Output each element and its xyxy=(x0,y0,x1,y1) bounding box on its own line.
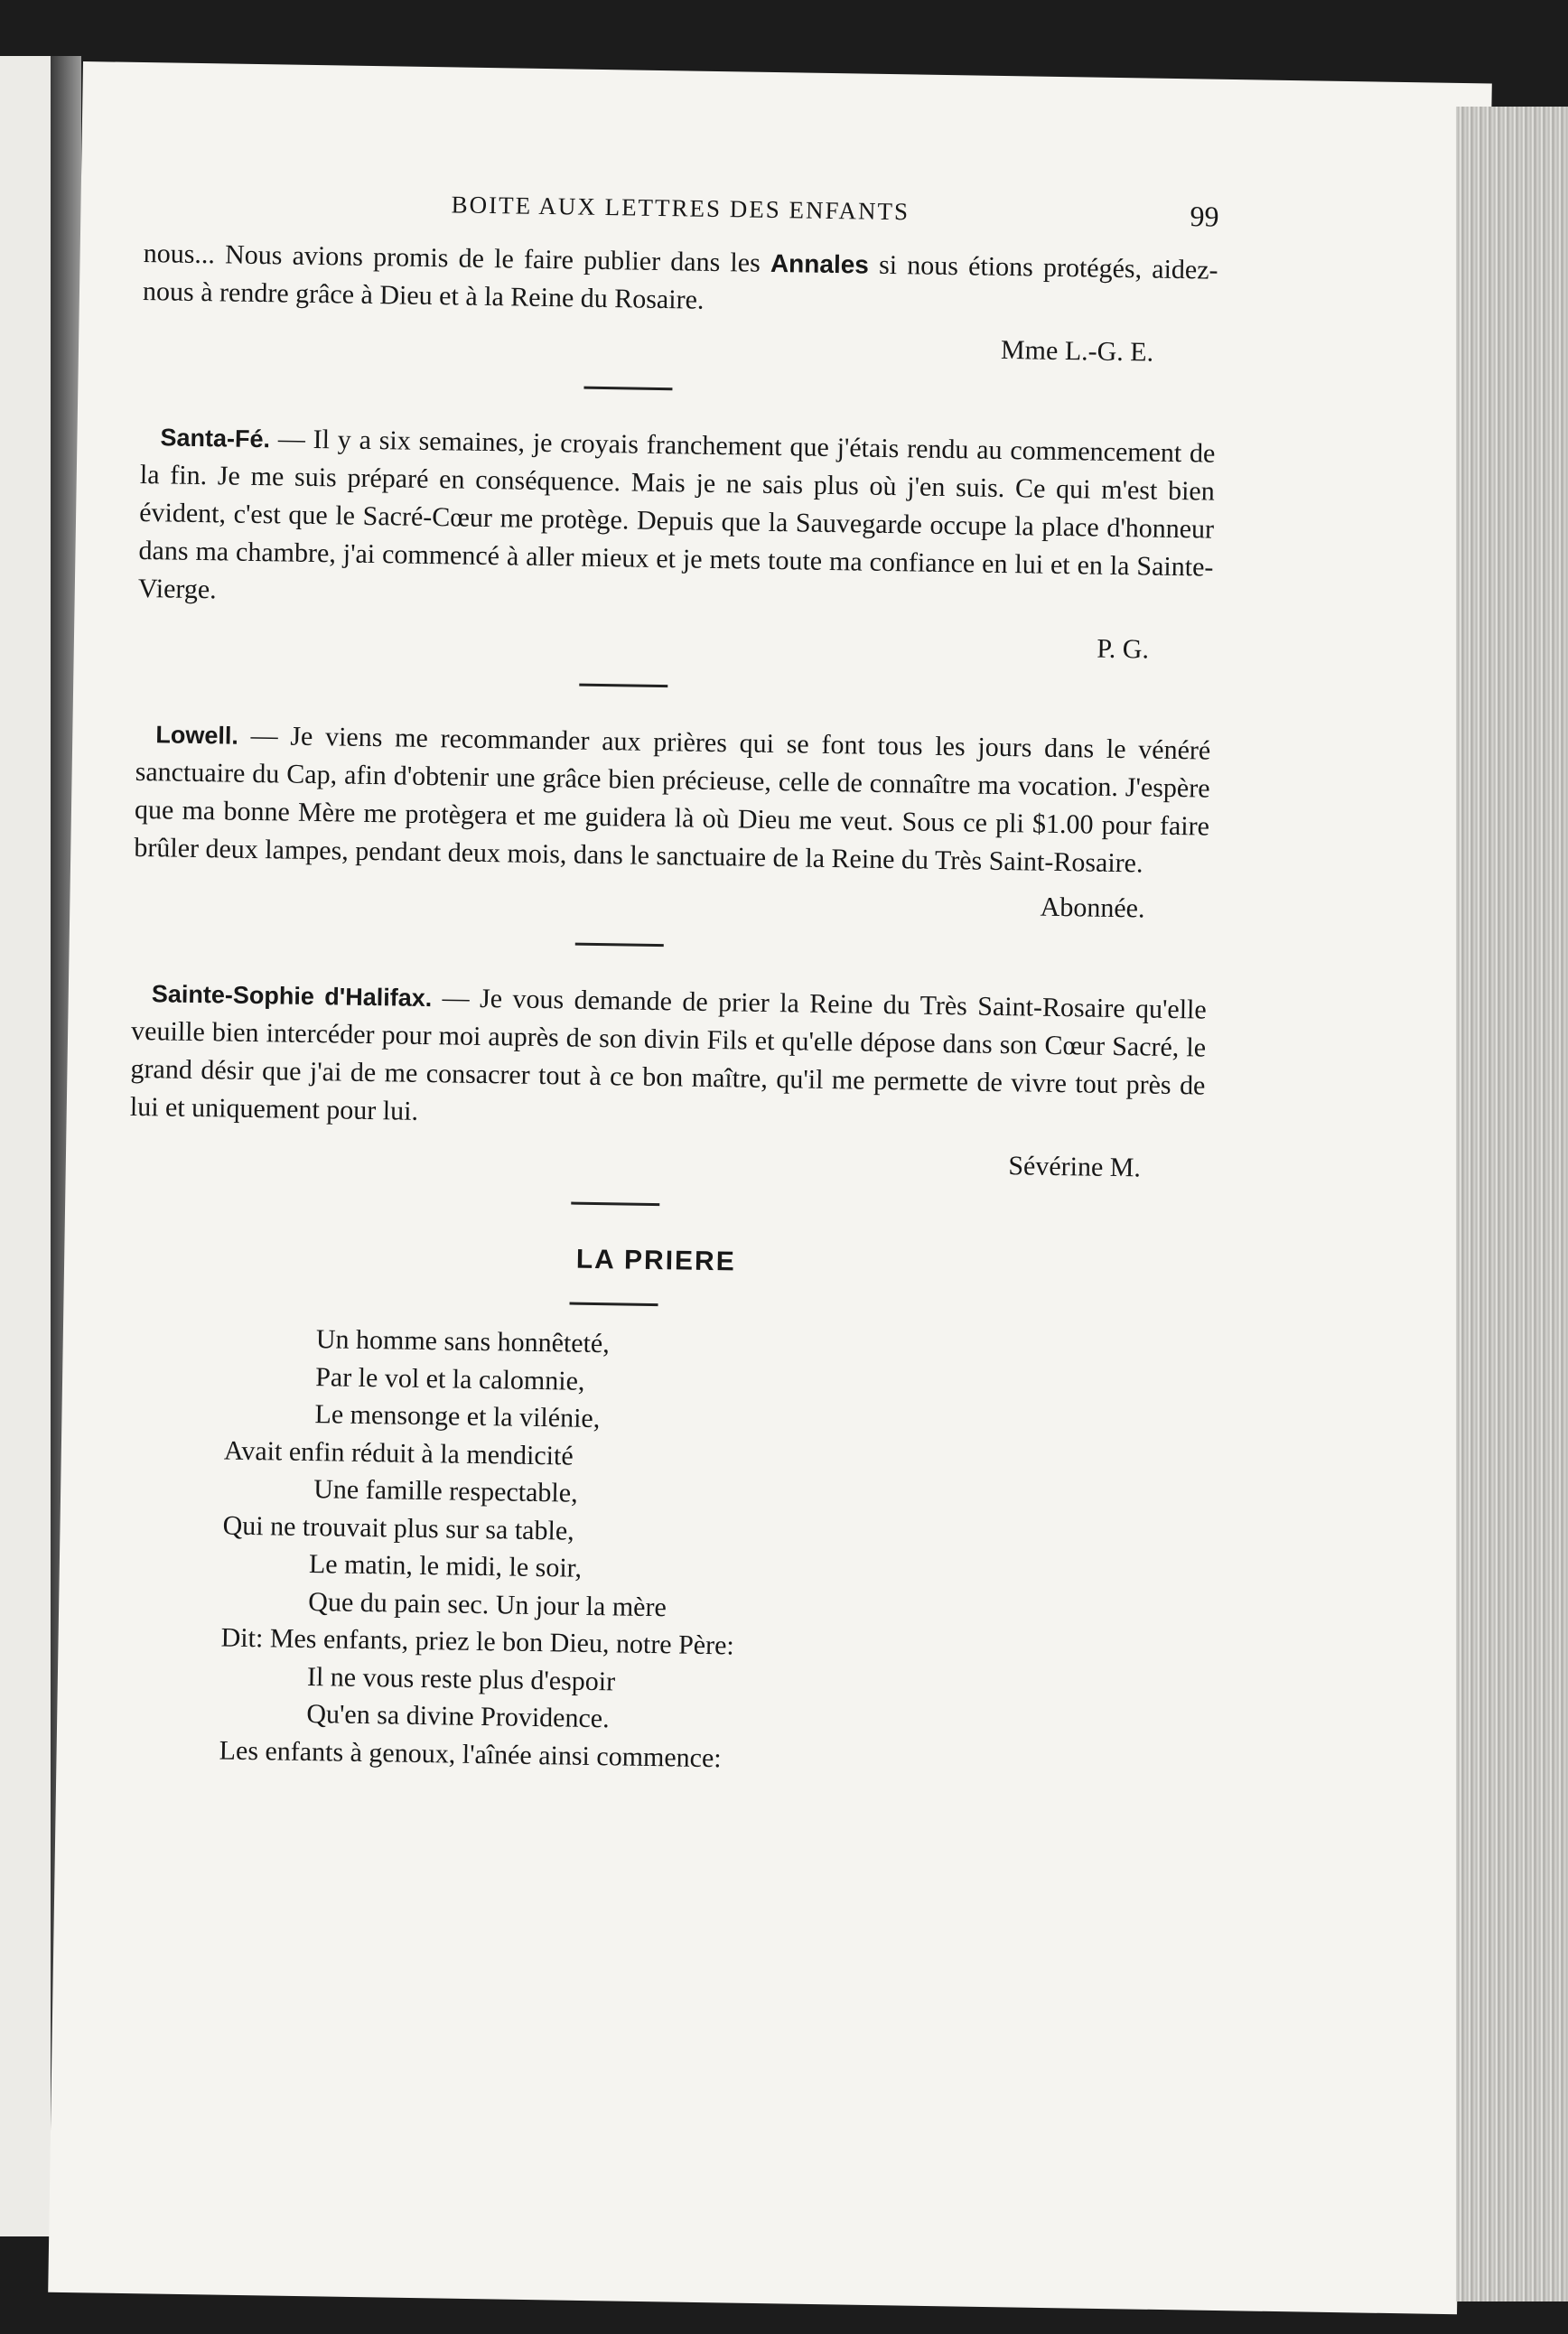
poem-line: Qu'en sa divine Providence. xyxy=(306,1699,610,1734)
letter-body: — Je vous demande de prier la Reine du Très Saint-Rosaire qu'elle veuille bien intercéder pour moi auprès de son divin Fils et qu'elle dépose dans son Cœur Sacré, le grand désir que j'ai de me consacrer tout à ce bon maître, qu'il me permette de vivre tout près de lui et uniquement pour lui. xyxy=(129,983,1207,1126)
page-stack-edges xyxy=(1456,107,1568,2301)
letter-signature: P. G. xyxy=(1097,633,1150,665)
letter-body: — Il y a six semaines, je croyais franchement que j'étais rendu au commencement de la fin. Je me suis préparé en conséquence. Mais je ne sais plus où j'en suis. Ce qui m'est bien évident, c'est que le Sacré-Cœur me protège. Depuis que la Sauvegarde occupe la place d'honneur dans ma chambre, j'ai commencé à aller mieux et je mets toute ma confiance en lui et en la Sainte-Vierge. xyxy=(137,424,1216,605)
poem-line: Dit: Mes enfants, priez le bon Dieu, notre Père: xyxy=(220,1622,735,1661)
page-number: 99 xyxy=(1190,200,1219,233)
poem-line: Le mensonge et la vilénie, xyxy=(314,1399,601,1434)
section-divider xyxy=(579,684,667,688)
letter-text xyxy=(138,418,1216,625)
poem-line: Un homme sans honnêteté, xyxy=(315,1324,611,1359)
poem-line: Par le vol et la calomnie, xyxy=(314,1361,585,1396)
poem-line: Qui ne trouvait plus sur sa table, xyxy=(222,1510,574,1546)
poem-line: Il ne vous reste plus d'espoir xyxy=(306,1661,616,1696)
poem-body xyxy=(219,1320,1201,1785)
poem-line: Les enfants à genoux, l'aînée ainsi commence: xyxy=(219,1735,722,1773)
letter-place: Sainte-Sophie d'Halifax. xyxy=(151,980,433,1013)
letter-text-part: si nous étions protégés, aidez-nous à rendre grâce à Dieu et à la Reine du Rosaire. xyxy=(142,249,1218,315)
letter-signature: Mme L.-G. E. xyxy=(1000,334,1154,368)
running-head: BOITE AUX LETTRES DES ENFANTS xyxy=(451,191,910,226)
letter-signature: Sévérine M. xyxy=(1008,1151,1142,1183)
page-content xyxy=(119,181,1218,1784)
section-divider xyxy=(583,387,672,391)
letter-text xyxy=(134,715,1210,884)
journal-title: Annales xyxy=(770,248,870,279)
section-divider xyxy=(575,943,664,948)
poem-line: Une famille respectable, xyxy=(313,1474,578,1508)
letter-place: Lowell. xyxy=(155,721,239,750)
poem-line: Avait enfin réduit à la mendicité xyxy=(223,1435,574,1471)
letter-place: Santa-Fé. xyxy=(160,424,271,453)
title-divider xyxy=(570,1302,658,1307)
poem-title: LA PRIERE xyxy=(575,1244,736,1277)
letter-body: — Je viens me recommander aux prières qui se font tous les jours dans le vénéré sanctuaire du Cap, afin d'obtenir une grâce bien précieuse, celle de connaître ma vocation. J'espère que ma bonne Mère me protègera et me guidera là où Dieu me veut. Sous ce pli $1.00 pour faire brûler deux lampes, pendant deux mois, dans le sanctuaire de la Reine du Très Saint-Rosaire. xyxy=(134,720,1211,879)
poem-line: Le matin, le midi, le soir, xyxy=(308,1549,583,1583)
section-divider xyxy=(571,1202,659,1207)
poem-line: Que du pain sec. Un jour la mère xyxy=(308,1586,667,1622)
letter-text-part: nous... Nous avions promis de le faire publier dans les xyxy=(143,238,771,278)
letter-text xyxy=(130,975,1207,1144)
letter-signature: Abonnée. xyxy=(1040,892,1145,924)
